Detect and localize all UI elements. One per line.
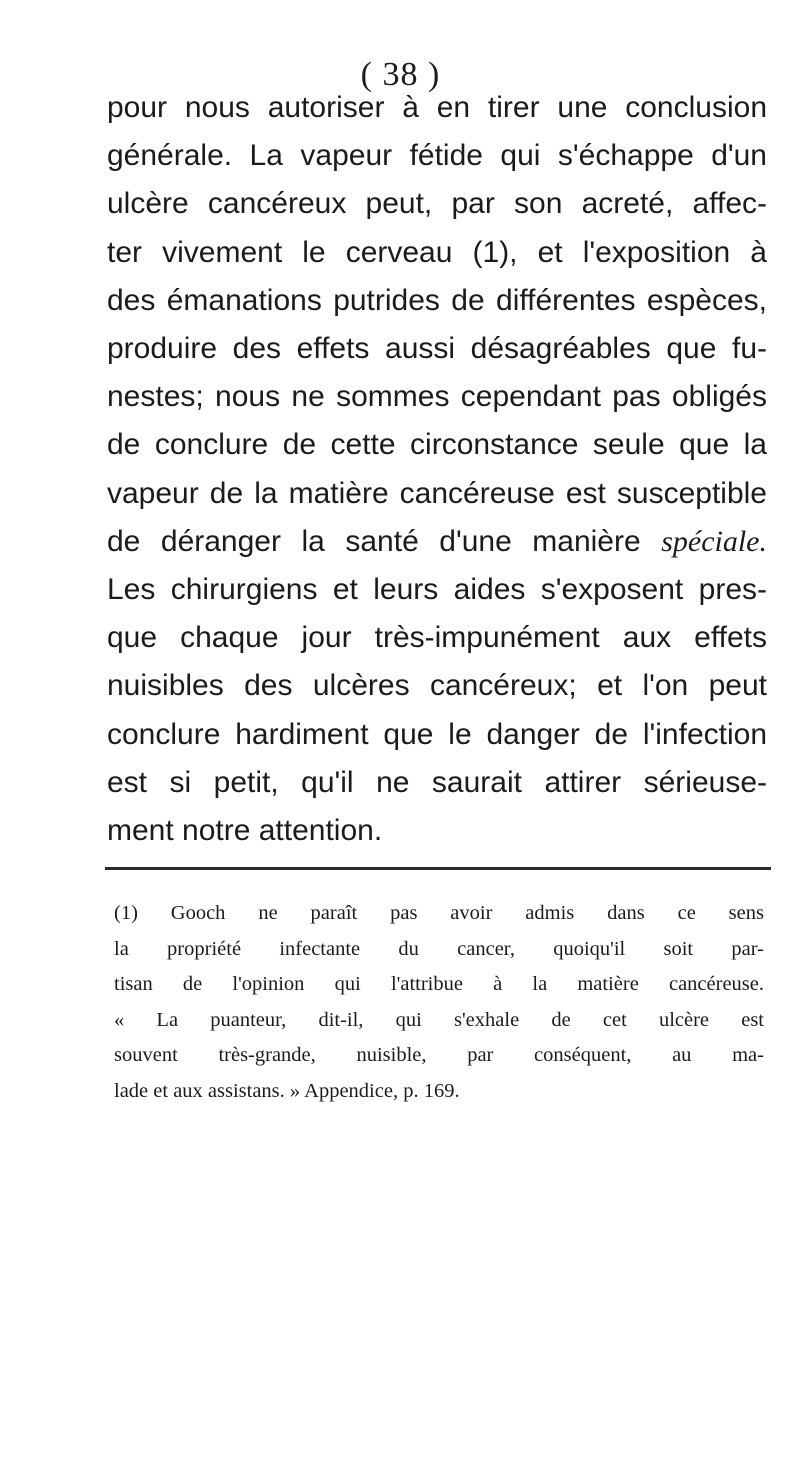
footnote bbox=[114, 896, 764, 1109]
footnote-line: « La puanteur, dit-il, qui s'exhale de cet ulcère est bbox=[114, 1008, 764, 1031]
text-line: que chaque jour très-impunément aux effets bbox=[107, 621, 767, 655]
italic-word: spéciale. bbox=[661, 524, 767, 558]
text-line: nestes; nous ne sommes cependant pas obligés bbox=[107, 380, 767, 414]
text-line: pour nous autoriser à en tirer une conclusion bbox=[107, 91, 767, 124]
footnote-line: tisan de l'opinion qui l'attribue à la matière cancéreuse. bbox=[114, 973, 764, 995]
text-line: produire des effets aussi désagréables que fu- bbox=[107, 332, 767, 366]
text-line: générale. La vapeur fétide qui s'échappe d'un bbox=[107, 139, 767, 173]
text-line: de conclure de cette circonstance seule que la bbox=[107, 428, 767, 462]
text-line: conclure hardiment que le danger de l'infection bbox=[107, 717, 767, 751]
text-line: Les chirurgiens et leurs aides s'exposent pres- bbox=[107, 573, 767, 607]
footnote-line: (1) Gooch ne paraît pas avoir admis dans ce sens bbox=[114, 902, 764, 924]
page-number: ( 38 ) bbox=[360, 56, 441, 93]
text-line: nuisibles des ulcères cancéreux; et l'on peut bbox=[107, 669, 767, 703]
main-paragraph bbox=[107, 84, 767, 855]
text-line: ter vivement le cerveau (1), et l'exposition à bbox=[107, 235, 767, 269]
text-line: ulcère cancéreux peut, par son acreté, affec- bbox=[107, 187, 767, 221]
footnote-line: lade et aux assistans. » Appendice, p. 169. bbox=[114, 1079, 460, 1102]
text-line: est si petit, qu'il ne saurait attirer sérieuse- bbox=[107, 765, 767, 799]
text-segment: de déranger la santé d'une manière bbox=[107, 524, 641, 558]
text-line: des émanations putrides de différentes espèces, bbox=[107, 283, 767, 317]
footnote-separator bbox=[105, 867, 771, 870]
footnote-line: la propriété infectante du cancer, quoiqu'il soit par- bbox=[114, 937, 764, 960]
text-line-mixed bbox=[107, 518, 767, 566]
footnote-line: souvent très-grande, nuisible, par conséquent, au ma- bbox=[114, 1044, 764, 1066]
text-line: vapeur de la matière cancéreuse est susceptible bbox=[107, 476, 767, 510]
text-line: ment notre attention. bbox=[107, 814, 383, 848]
